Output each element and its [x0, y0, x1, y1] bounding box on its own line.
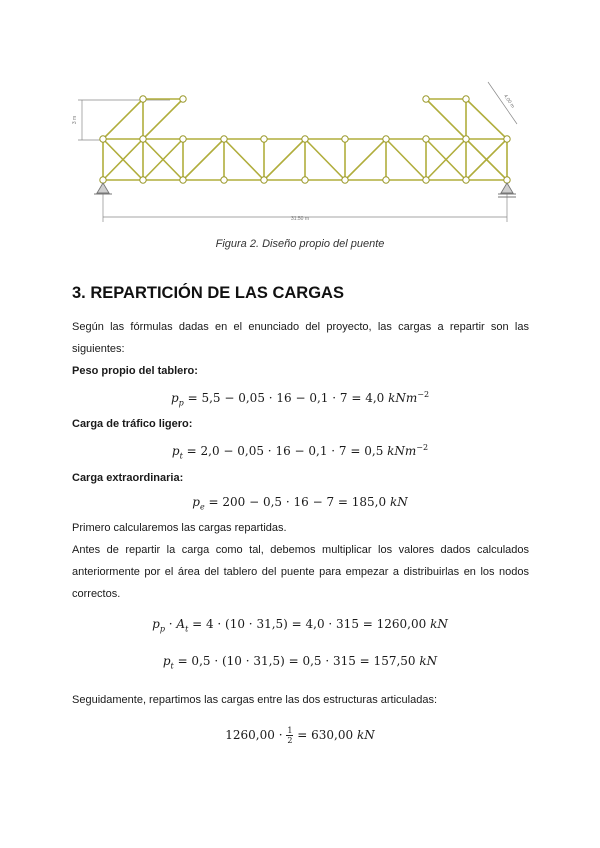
- extra-label: Carga extraordinaria:: [72, 472, 184, 484]
- eq-var: p: [152, 617, 160, 631]
- eq-var: p: [192, 495, 200, 509]
- eq-var: p: [170, 391, 179, 405]
- para-area-tablero: Antes de repartir la carga como tal, debemos multiplicar los valores dados calculados anteriormente por el área del tablero del puente para empezar a distribuirlas en los nodos correctos.: [72, 544, 529, 600]
- eq-rhs: = 630,00: [293, 728, 357, 742]
- extra-equation: [0, 495, 600, 511]
- height-dimension-label: 3 m: [72, 115, 78, 125]
- eq-sub: e: [199, 502, 205, 512]
- eq-sub: p: [159, 624, 165, 634]
- para-reparto: Seguidamente, repartimos las cargas entre las dos estructuras articuladas:: [72, 694, 438, 706]
- area-equation-1: [0, 617, 600, 633]
- eq-exp: −2: [416, 443, 429, 452]
- trafico-label: Carga de tráfico ligero:: [72, 418, 193, 430]
- eq-unit: kN: [389, 495, 408, 509]
- intro-paragraph: Según las fórmulas dadas en el enunciado del proyecto, las cargas a repartir son las siguientes:: [72, 321, 529, 355]
- eq-rhs: = 200 − 0,5 · 16 − 7 = 185,0: [208, 495, 390, 509]
- eq-unit: kN: [430, 617, 448, 631]
- reparto-equation: [0, 726, 600, 745]
- eq-rhs: = 2,0 − 0,05 · 16 − 0,1 · 7 = 0,5: [186, 444, 388, 458]
- figure-caption: Figura 2. Diseño propio del puente: [215, 238, 385, 250]
- section-heading: 3. REPARTICIÓN DE LAS CARGAS: [72, 284, 344, 302]
- eq-unit: kNm: [387, 444, 417, 458]
- eq-sub: t: [170, 661, 174, 671]
- eq-exp: −2: [417, 390, 430, 399]
- diagonal-dimension-label: 4.00 m: [502, 93, 516, 110]
- span-dimension-label: 31.50 m: [290, 216, 310, 222]
- eq-dot: ·: [164, 617, 177, 631]
- eq-rhs: = 4 · (10 · 31,5) = 4,0 · 315 = 1260,00: [188, 617, 431, 631]
- eq-sub: p: [178, 398, 184, 408]
- trafico-equation: [0, 443, 600, 460]
- eq-var: p: [162, 654, 171, 668]
- area-equation-2: [0, 654, 600, 670]
- peso-equation: [0, 390, 600, 407]
- para-cargas-repartidas: Primero calcularemos las cargas repartidas.: [72, 522, 287, 534]
- fraction-numerator: 1: [287, 726, 293, 735]
- truss-diagram: [70, 72, 530, 230]
- eq-unit: kN: [356, 728, 375, 742]
- eq-sub: t: [179, 451, 183, 461]
- eq-var-2: A: [176, 617, 186, 631]
- eq-lhs: 1260,00 ·: [225, 728, 287, 742]
- eq-unit: kNm: [388, 391, 418, 405]
- eq-rhs: = 5,5 − 0,05 · 16 − 0,1 · 7 = 4,0: [187, 391, 389, 405]
- eq-rhs: = 0,5 · (10 · 31,5) = 0,5 · 315 = 157,50: [173, 654, 420, 668]
- truss-supports: [94, 183, 516, 197]
- eq-unit: kN: [419, 654, 438, 668]
- eq-var: p: [171, 444, 180, 458]
- peso-label: Peso propio del tablero:: [72, 365, 198, 377]
- dimension-lines: [78, 82, 517, 222]
- eq-sub-2: t: [185, 624, 189, 634]
- fraction-denominator: 2: [287, 736, 293, 745]
